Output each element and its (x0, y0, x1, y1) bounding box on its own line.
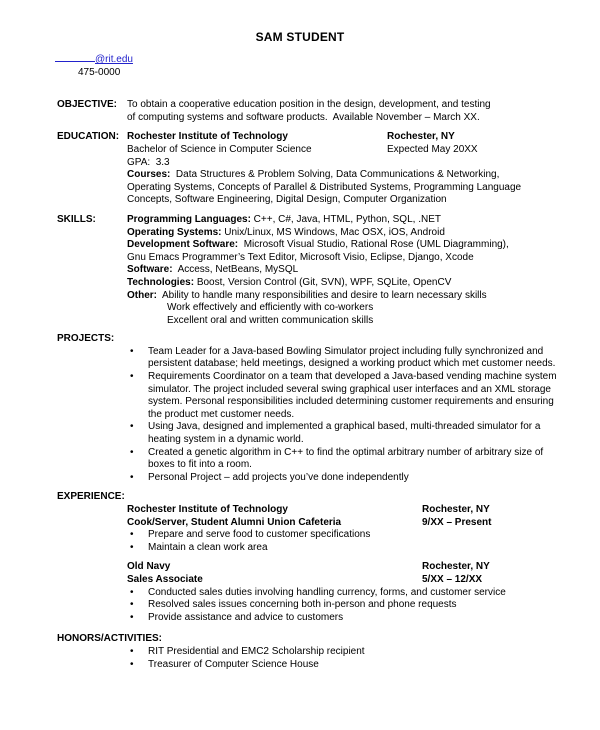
school-name: Rochester Institute of Technology (127, 131, 288, 143)
contact-block (55, 52, 600, 79)
project-bullet (130, 421, 560, 446)
duty-bullet (130, 542, 600, 555)
skill-values: Access, NetBeans, MySQL (172, 264, 299, 276)
job-company-row (127, 561, 600, 574)
bullet-icon: • (130, 471, 134, 483)
skill-category: Software: (127, 264, 173, 276)
skill-values: Boost, Version Control (Git, SVN), WPF, SQLite, OpenCV (194, 276, 452, 288)
honors-label: HONORS/ACTIVITIES: (57, 633, 163, 645)
skill-category: Technologies: (127, 276, 195, 288)
skills-row (127, 214, 557, 227)
email-underline-blank (55, 52, 95, 62)
phone-number: 475-0000 (78, 66, 121, 78)
projects-label: PROJECTS: (57, 333, 115, 345)
honor-text: RIT Presidential and EMC2 Scholarship recipient (148, 645, 365, 657)
education-school-row (127, 131, 557, 144)
courses-line: Operating Systems, Concepts of Parallel & Distributed Systems, Programming Language (127, 181, 522, 193)
job-duties (130, 529, 600, 554)
skill-values: Microsoft Visual Studio, Rational Rose (UML Diagramming), (238, 239, 509, 251)
bullet-icon: • (130, 645, 134, 657)
duty-text: Provide assistance and advice to customers (148, 611, 344, 623)
bullet-icon: • (130, 345, 134, 357)
bullet-icon: • (130, 586, 134, 598)
skill-category: Programming Languages: (127, 213, 251, 225)
courses-line: Concepts, Software Engineering, Digital Design, Computer Organization (127, 194, 447, 206)
duty-text: Conducted sales duties involving handling currency, forms, and customer service (148, 586, 506, 598)
courses-line (127, 169, 557, 182)
job-title: Sales Associate (127, 573, 203, 585)
education-degree-row (127, 144, 557, 157)
objective-label: OBJECTIVE: (57, 99, 118, 111)
project-text: Using Java, designed and implemented a graphical based, multi-threaded simulator for a heating system in a dynamic world. (148, 421, 544, 446)
objective-line: of computing systems and software products. Available November – March XX. (127, 111, 480, 123)
honor-text: Treasurer of Computer Science House (148, 658, 319, 670)
courses-label: Courses: (127, 169, 171, 181)
bullet-icon: • (130, 611, 134, 623)
skills-row (127, 239, 557, 252)
bullet-icon: • (130, 541, 134, 553)
email-line (55, 52, 600, 67)
skill-values: Unix/Linux, MS Windows, Mac OSX, iOS, Android (221, 226, 445, 238)
skills-label: SKILLS: (57, 213, 96, 225)
duty-bullet (130, 599, 600, 612)
job-role-row (127, 574, 600, 587)
experience-label: EXPERIENCE: (57, 491, 125, 503)
bullet-icon: • (130, 421, 134, 433)
project-text: Team Leader for a Java-based Bowling Simulator project including fully synchronized and persistent database; held meetings, designed a working product which met customer needs. (148, 345, 556, 370)
bullet-icon: • (130, 371, 134, 383)
email-text: @rit.edu (95, 54, 133, 65)
skill-values: Gnu Emacs Programmer’s Text Editor, Microsoft Visio, Eclipse, Django, Xcode (127, 251, 474, 263)
skill-category: Other: (127, 289, 157, 301)
job-company-row (127, 504, 600, 517)
section-honors (57, 633, 600, 671)
skills-row (127, 290, 557, 303)
skills-content (127, 214, 557, 327)
section-projects (57, 333, 600, 484)
duty-text: Resolved sales issues concerning both in-person and phone requests (148, 599, 457, 611)
skills-row (127, 277, 557, 290)
skills-subline: Work effectively and efficiently with co-workers (167, 302, 374, 314)
education-label: EDUCATION: (57, 131, 120, 143)
job-dates: 9/XX – Present (422, 516, 492, 528)
duty-text: Maintain a clean work area (148, 541, 268, 553)
bullet-icon: • (130, 599, 134, 611)
bullet-icon: • (130, 658, 134, 670)
objective-content (127, 99, 557, 124)
courses-text: Data Structures & Problem Solving, Data Communications & Networking, (170, 169, 500, 181)
project-bullet (130, 371, 560, 421)
gpa-line: GPA: 3.3 (127, 156, 170, 168)
bullet-icon: • (130, 446, 134, 458)
job-entry (127, 504, 600, 554)
honor-bullet (130, 646, 560, 659)
honors-list (130, 646, 560, 671)
project-text: Created a genetic algorithm in C++ to find the optimal arbitrary number of arbitrary size of boxes to fit into a room. (148, 446, 546, 471)
duty-bullet (130, 612, 600, 625)
skill-category: Development Software: (127, 239, 239, 251)
company-location: Rochester, NY (422, 561, 490, 573)
project-bullet (130, 447, 560, 472)
project-bullet (130, 472, 560, 485)
skills-row (127, 252, 557, 265)
company-location: Rochester, NY (422, 504, 490, 515)
skill-category: Operating Systems: (127, 226, 222, 238)
project-bullet (130, 346, 560, 371)
job-role-row (127, 517, 600, 530)
duty-bullet (130, 587, 600, 600)
section-objective (57, 99, 600, 124)
job-title: Cook/Server, Student Alumni Union Cafeteria (127, 516, 342, 528)
bullet-icon: • (130, 529, 134, 541)
job-entry (127, 561, 600, 624)
projects-list (130, 346, 560, 485)
skills-row (127, 227, 557, 240)
company-name: Rochester Institute of Technology (127, 504, 288, 515)
skill-values: Ability to handle many responsibilities and desire to learn necessary skills (157, 289, 487, 301)
section-skills (57, 214, 600, 327)
skills-subline: Excellent oral and written communication skills (167, 314, 374, 326)
graduation-date: Expected May 20XX (387, 143, 478, 155)
school-location: Rochester, NY (387, 131, 455, 143)
company-name: Old Navy (127, 561, 171, 573)
job-duties (130, 587, 600, 625)
email-link[interactable] (55, 54, 133, 65)
honor-bullet (130, 659, 560, 672)
duty-bullet (130, 529, 600, 542)
skills-row (127, 264, 557, 277)
objective-line: To obtain a cooperative education position in the design, development, and testing (127, 99, 491, 111)
job-dates: 5/XX – 12/XX (422, 573, 483, 585)
education-content (127, 131, 557, 207)
project-text: Requirements Coordinator on a team that developed a Java-based vending machine system simulator. The project included several swing graphical user interfaces and an XML storage system. Personal responsibilities included determining customer requirements and ensuring the product met customer needs. (148, 371, 560, 420)
section-education (57, 131, 600, 207)
skill-values: C++, C#, Java, HTML, Python, SQL, .NET (250, 213, 441, 225)
project-text: Personal Project – add projects you’ve done independently (148, 471, 409, 483)
candidate-name: SAM STUDENT (255, 30, 345, 44)
section-experience (57, 491, 600, 624)
degree-name: Bachelor of Science in Computer Science (127, 143, 312, 155)
duty-text: Prepare and serve food to customer specifications (148, 529, 371, 541)
